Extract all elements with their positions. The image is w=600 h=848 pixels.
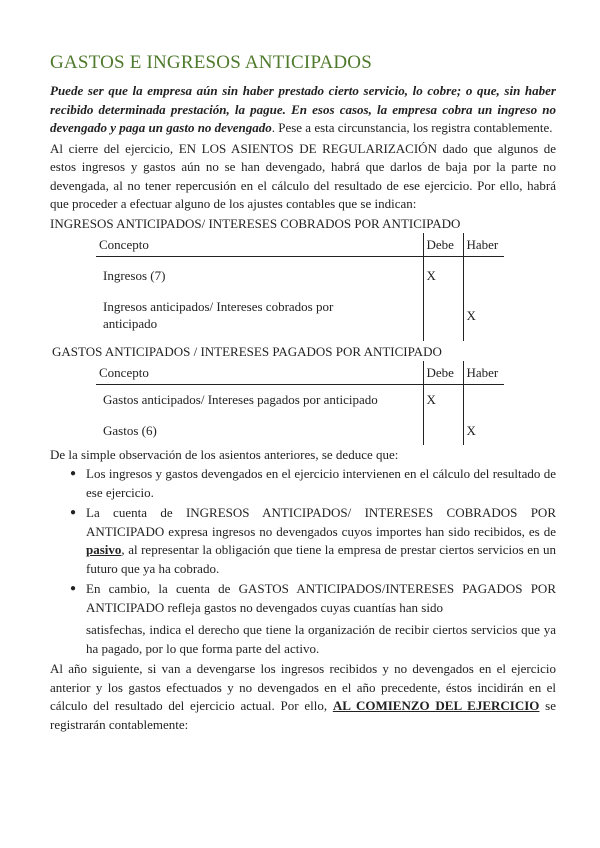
header-debe: Debe — [423, 233, 463, 257]
entry-haber — [463, 256, 504, 294]
intro-paragraph — [50, 82, 556, 138]
entry-debe — [423, 294, 463, 341]
entry-haber: X — [463, 294, 504, 341]
intro-emphasis: Puede ser que la empresa aún sin haber prestado cierto servicio, lo cobre; o que, sin haber recibido determinada prestación, la pague. En esos casos, la empresa cobra un ingreso no devengado y paga un gasto no devengado — [50, 83, 556, 135]
ledger-table-ingresos — [96, 233, 504, 341]
bullet-icon: ● — [70, 583, 77, 594]
entry-concepto: Gastos (6) — [103, 422, 157, 438]
entry-debe: X — [423, 256, 463, 294]
final-text-post: se registrarán contablemente: — [50, 698, 556, 732]
page-title: GASTOS E INGRESOS ANTICIPADOS — [50, 52, 372, 73]
bullet-icon: ● — [70, 468, 77, 479]
final-emphasis: AL COMIENZO DEL EJERCICIO — [332, 698, 540, 713]
observation-text: De la simple observación de los asientos anteriores, se deduce que: — [50, 446, 399, 462]
final-paragraph — [50, 660, 556, 734]
bullet-continuation: satisfechas, indica el derecho que tiene la organización de recibir ciertos servicios que ya ha pagado, por lo que forma parte del activo. — [86, 622, 556, 656]
bullet-text-post: , al representar la obligación que tiene la empresa de prestar ciertos servicios en un futuro que ya ha cobrado. — [86, 542, 556, 576]
entry-concepto: Gastos anticipados/ Intereses pagados por anticipado — [103, 391, 378, 407]
section-label-gastos: GASTOS ANTICIPADOS / INTERESES PAGADOS POR ANTICIPADO — [52, 343, 442, 359]
bullet-text: Los ingresos y gastos devengados en el ejercicio intervienen en el cálculo del resultado de ese ejercicio. — [86, 466, 556, 500]
ledger-header-row — [96, 361, 504, 385]
regularization-paragraph: Al cierre del ejercicio, EN LOS ASIENTOS DE REGULARIZACIÓN dado que algunos de estos ingresos y gastos aún no se han devengado, habrá que darlos de baja por la parte no devengada, al no tener repercusión en el cálculo del resultado de ese ejercicio. Por ello, habrá que proceder a efectuar alguno de los ajustes contables que se indican: — [50, 140, 556, 211]
header-concepto: Concepto — [96, 233, 423, 257]
bullet-text: En cambio, la cuenta de GASTOS ANTICIPADOS/INTERESES PAGADOS POR ANTICIPADO refleja gastos no devengados cuyas cuantías han sido — [86, 581, 556, 615]
section-label-ingresos: INGRESOS ANTICIPADOS/ INTERESES COBRADOS POR ANTICIPADO — [50, 215, 461, 231]
ledger-row — [96, 256, 504, 294]
list-item — [68, 580, 556, 617]
conclusion-list — [68, 465, 556, 617]
entry-concepto: Ingresos anticipados/ Intereses cobrados por anticipado — [103, 298, 334, 331]
ledger-row — [96, 294, 504, 341]
ledger-table-gastos — [96, 361, 504, 445]
ledger-header-row — [96, 233, 504, 257]
header-haber: Haber — [463, 361, 504, 385]
entry-debe — [423, 416, 463, 445]
final-text-pre: Al año siguiente, si van a devengarse los ingresos recibidos y no devengados en el ejercicio anterior y los gastos efectuados y no devengados en el año precedente, éstos incidirán en el cálculo del resultado del ejercicio actual. Por ello, — [50, 661, 556, 713]
ledger-row — [96, 384, 504, 416]
entry-concepto: Ingresos (7) — [103, 267, 166, 283]
header-haber: Haber — [463, 233, 504, 257]
intro-rest: . Pese a esta circunstancia, los registra contablemente. — [271, 120, 553, 135]
header-debe: Debe — [423, 361, 463, 385]
entry-haber — [463, 384, 504, 416]
pasivo-link[interactable]: pasivo — [86, 542, 122, 557]
ledger-row — [96, 416, 504, 445]
bullet-text-pre: La cuenta de INGRESOS ANTICIPADOS/ INTERESES COBRADOS POR ANTICIPADO expresa ingresos no devengados cuyos importes han sido recibidos, es de — [86, 505, 556, 539]
list-item — [68, 465, 556, 502]
entry-haber: X — [463, 416, 504, 445]
entry-debe: X — [423, 384, 463, 416]
list-item — [68, 504, 556, 578]
header-concepto: Concepto — [96, 361, 423, 385]
bullet-icon: ● — [70, 507, 77, 518]
